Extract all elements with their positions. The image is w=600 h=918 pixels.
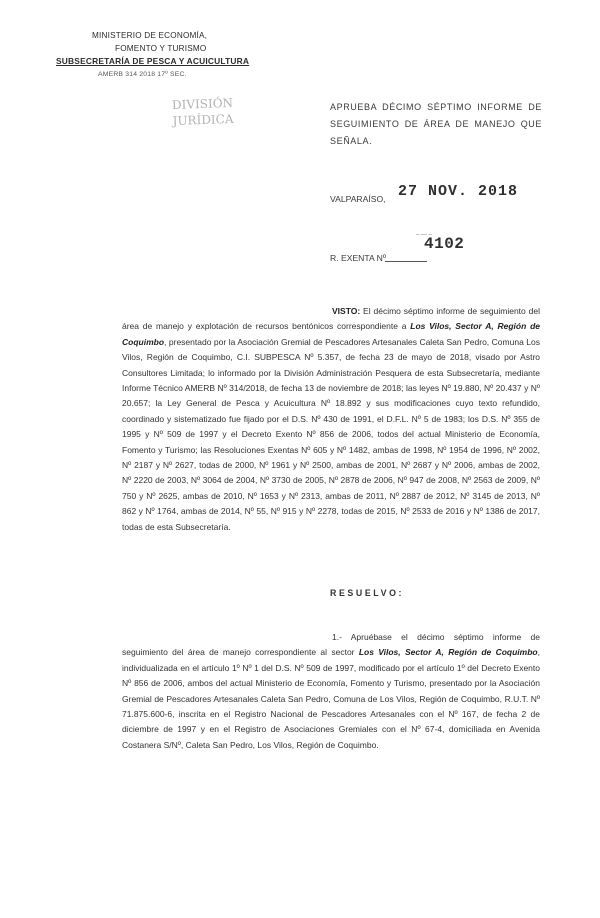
division-stamp <box>157 94 248 141</box>
stamp-line-1: DIVISIÓN <box>171 95 234 113</box>
resolution-label: R. EXENTA Nº <box>330 253 386 263</box>
ministry-name: MINISTERIO DE ECONOMÍA, <box>92 31 208 40</box>
article-1-text-2: , individualizada en el artículo 1º Nº 1 del D.S. Nº 509 de 1997, modificado por el artículo 1º del Decreto Exento Nº 856 de 2006, ambos del actual Ministerio de Economía, Fomento y Turismo, presentado por la Asociación Gremial de Pescadores Artesanales Caleta San Pedro, Comuna de Los Vilos, Región de Coquimbo, R.U.T. Nº 71.875.600-6, inscrita en el Registro Nacional de Pescadores Artesanales con el Nº 167, de fecha 2 de diciembre de 1997 y en el Registro de Asociaciones Gremiales con el Nº 67-4, domiciliada en Avenida Costanera S/Nº, Caleta San Pedro, Los Vilos, Región de Coquimbo. <box>122 647 540 750</box>
article-1-text-1: 1.- Apruébase el décimo séptimo informe de seguimiento del área de manejo correspondiente al sector <box>122 632 540 658</box>
resolution-number: 4102 <box>424 235 465 253</box>
article-1-paragraph <box>122 630 540 753</box>
number-mark: – — – <box>416 232 433 238</box>
visto-text-2: , presentado por la Asociación Gremial de Pescadores Artesanales Caleta San Pedro, Comuna Los Vilos, Región de Coquimbo, C.I. SUBPESCA Nº 5.357, de fecha 23 de mayo de 2018, visado por Astro Consultores Limitada; lo informado por la División Administración Pesquera de esta Subsecretaría, mediante Informe Técnico AMERB Nº 314/2018, de fecha 13 de noviembre de 2018; las leyes Nº 19.880, Nº 20.437 y Nº 20.657; la Ley General de Pesca y Acuicultura Nº 18.892 y sus modificaciones cuyo texto refundido, coordinado y sistematizado fue fijado por el D.S. Nº 430 de 1991, el D.F.L. Nº 5 de 1983; los D.S. Nº 355 de 1995 y Nº 509 de 1997 y el Decreto Exento Nº 856 de 2006, todos del actual Ministerio de Economía, Fomento y Turismo; las Resoluciones Exentas Nº 605 y Nº 1482, ambas de 1998, Nº 1954 de 1996, Nº 2002, Nº 2187 y Nº 2627, todas de 2000, Nº 1961 y Nº 2500, ambas de 2001, Nº 2687 y Nº 2006, ambas de 2002, Nº 2220 de 2003, Nº 3064 de 2004, Nº 3730 de 2005, Nº 2878 de 2006, Nº 947 de 2008, Nº 2563 de 2009, Nº 750 y Nº 2625, ambas de 2010, Nº 1653 y Nº 2313, ambas de 2011, Nº 2887 de 2012, Nº 3145 de 2013, Nº 862 y Nº 1764, ambas de 2014, Nº 55, Nº 915 y Nº 2278, todas de 2015, Nº 2533 de 2016 y Nº 1386 de 2017, todas de esta Subsecretaría. <box>122 336 540 532</box>
reference-code: AMERB 314 2018 17º SEC. <box>98 71 187 78</box>
resolution-underline <box>385 261 427 262</box>
resolution-date: 27 NOV. 2018 <box>398 183 519 200</box>
visto-text-1: El décimo séptimo informe de seguimiento del área de manejo y explotación de recursos bentónicos correspondiente a <box>122 306 540 332</box>
article-1-location: Los Vilos, Sector A, Región de Coquimbo <box>358 647 538 658</box>
ministry-subtitle: FOMENTO Y TURISMO <box>115 44 207 53</box>
city-label: VALPARAÍSO, <box>330 194 386 204</box>
resolution-title: APRUEBA DÉCIMO SÉPTIMO INFORME DE SEGUIMIENTO DE ÁREA DE MANEJO QUE SEÑALA. <box>330 102 542 146</box>
visto-label: VISTO: <box>332 306 361 316</box>
visto-location: Los Vilos, Sector A, Región de Coquimbo <box>122 321 541 347</box>
resuelvo-heading: RESUELVO: <box>330 588 405 598</box>
visto-paragraph <box>122 304 540 535</box>
stamp-line-2: JURÍDICA <box>172 111 234 129</box>
subsecretaria-name: SUBSECRETARÍA DE PESCA Y ACUICULTURA <box>56 56 250 66</box>
